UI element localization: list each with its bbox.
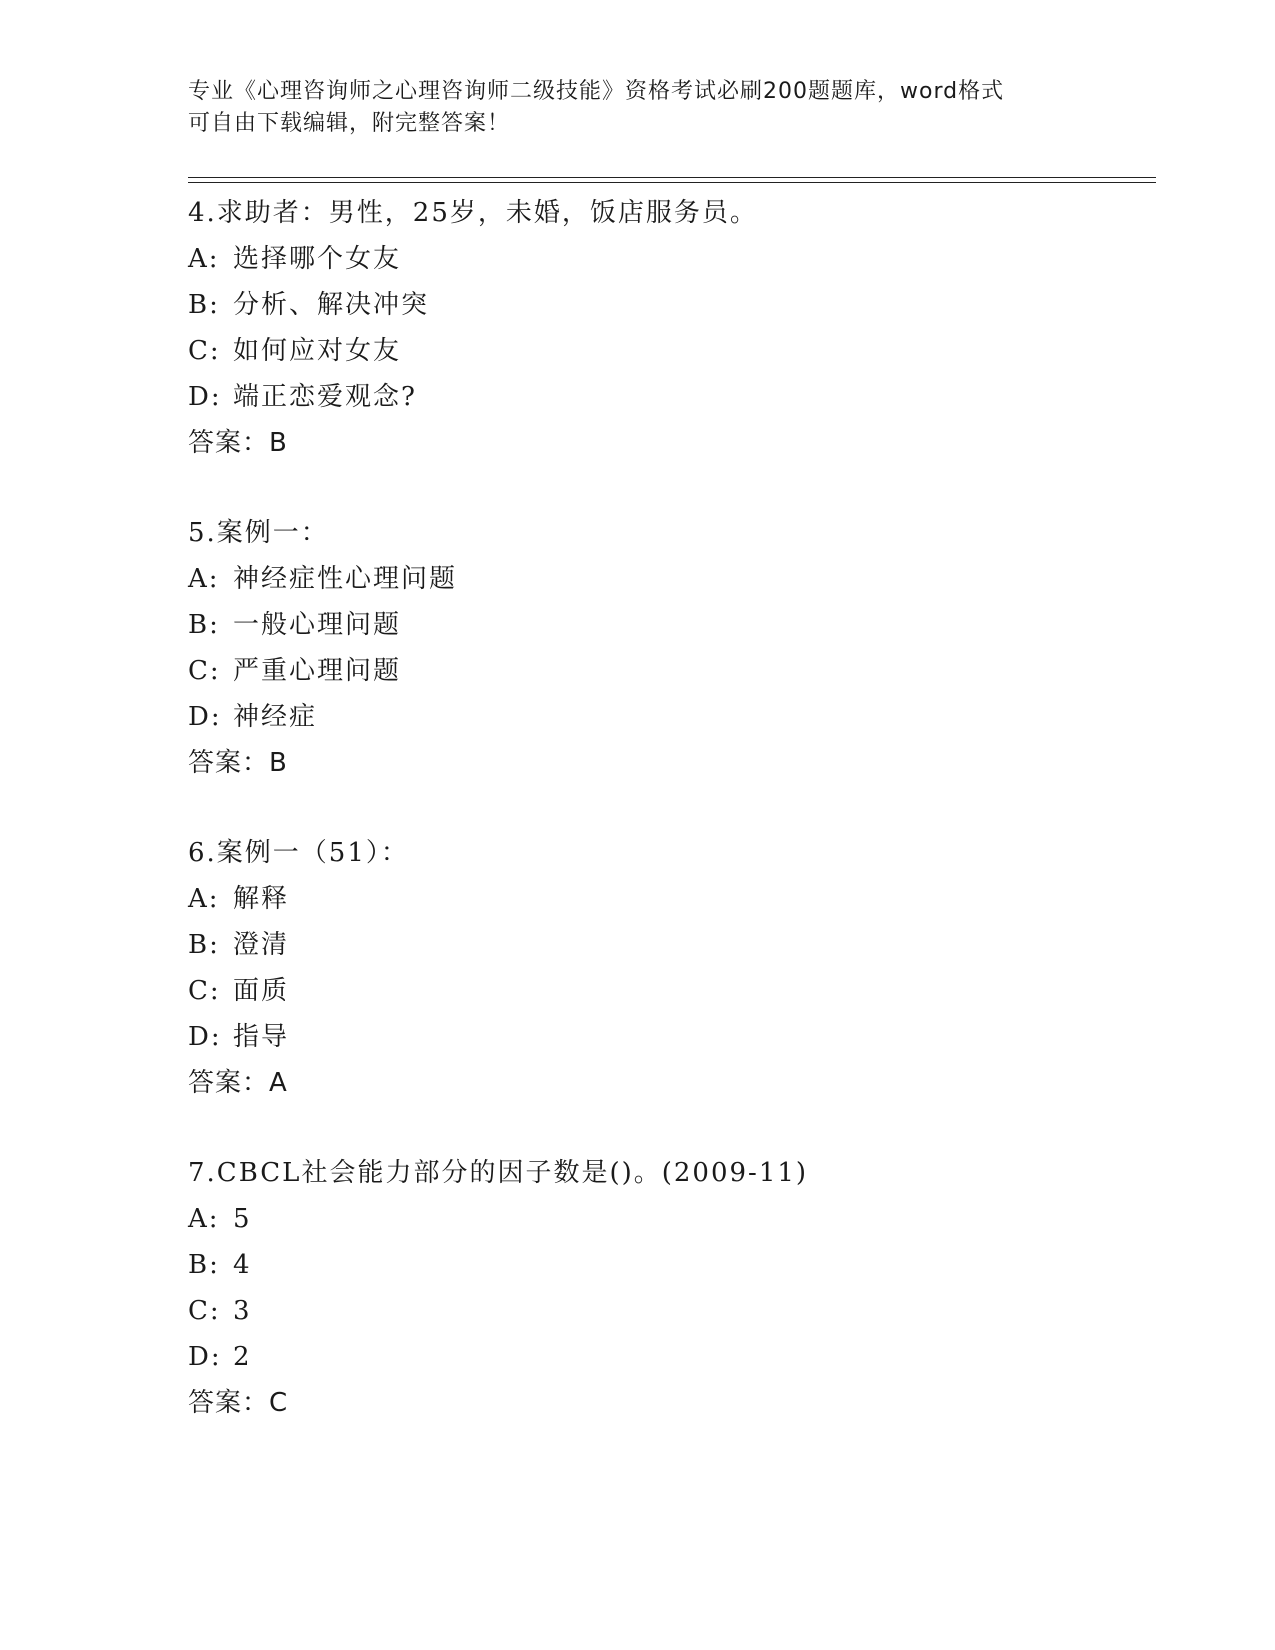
option-d xyxy=(188,374,1156,420)
option-b xyxy=(188,282,1156,328)
option-b xyxy=(188,922,1156,968)
document-header xyxy=(188,76,1088,140)
option-text: 选择哪个女友 xyxy=(233,244,402,274)
option-text: 指导 xyxy=(233,1022,290,1052)
question-stem: 7.CBCL社会能力部分的因子数是()。(2009-11) xyxy=(188,1158,809,1188)
option-a xyxy=(188,1196,1156,1242)
option-text: 端正恋爱观念? xyxy=(233,382,417,412)
option-text: 解释 xyxy=(233,884,290,914)
header-title-line-1: 专业《心理咨询师之心理咨询师二级技能》资格考试必刷200题题库，word格式 xyxy=(188,79,1005,104)
option-c xyxy=(188,968,1156,1014)
option-letter: D: xyxy=(188,702,222,732)
question-4 xyxy=(188,190,1156,466)
option-letter: C: xyxy=(188,1296,221,1326)
answer-line: 答案：B xyxy=(188,428,288,458)
option-letter: B: xyxy=(188,290,220,320)
question-stem: 6.案例一（51）： xyxy=(188,838,409,868)
option-letter: C: xyxy=(188,656,221,686)
option-letter: D: xyxy=(188,382,222,412)
option-letter: B: xyxy=(188,610,220,640)
question-7 xyxy=(188,1150,1156,1426)
option-text: 如何应对女友 xyxy=(233,336,402,366)
option-text: 神经症 xyxy=(233,702,318,732)
option-b xyxy=(188,1242,1156,1288)
option-d xyxy=(188,694,1156,740)
option-c xyxy=(188,1288,1156,1334)
question-list xyxy=(188,190,1156,1470)
option-letter: B: xyxy=(188,1250,220,1280)
option-text: 神经症性心理问题 xyxy=(233,564,458,594)
option-a xyxy=(188,556,1156,602)
option-letter: A: xyxy=(188,1204,220,1234)
option-d xyxy=(188,1014,1156,1060)
option-letter: A: xyxy=(188,564,220,594)
option-letter: C: xyxy=(188,976,221,1006)
option-c xyxy=(188,328,1156,374)
header-divider-top xyxy=(188,177,1156,178)
option-letter: A: xyxy=(188,884,220,914)
option-letter: D: xyxy=(188,1342,222,1372)
option-d xyxy=(188,1334,1156,1380)
option-letter: D: xyxy=(188,1022,222,1052)
option-letter: B: xyxy=(188,930,220,960)
option-text: 一般心理问题 xyxy=(233,610,402,640)
option-text: 3 xyxy=(233,1296,252,1326)
option-text: 严重心理问题 xyxy=(233,656,402,686)
option-text: 5 xyxy=(233,1204,252,1234)
option-text: 4 xyxy=(233,1250,252,1280)
option-letter: C: xyxy=(188,336,221,366)
question-5 xyxy=(188,510,1156,786)
answer-line: 答案：A xyxy=(188,1068,288,1098)
header-title-line-2: 可自由下载编辑，附完整答案！ xyxy=(188,111,511,136)
header-divider-bottom xyxy=(188,182,1156,183)
option-text: 面质 xyxy=(233,976,290,1006)
option-text: 2 xyxy=(233,1342,252,1372)
question-stem: 4.求助者：男性，25岁，未婚，饭店服务员。 xyxy=(188,198,758,228)
option-b xyxy=(188,602,1156,648)
answer-line: 答案：C xyxy=(188,1388,289,1418)
option-letter: A: xyxy=(188,244,220,274)
option-text: 分析、解决冲突 xyxy=(233,290,430,320)
option-text: 澄清 xyxy=(233,930,290,960)
option-a xyxy=(188,236,1156,282)
answer-line: 答案：B xyxy=(188,748,288,778)
option-c xyxy=(188,648,1156,694)
question-stem: 5.案例一： xyxy=(188,518,329,548)
option-a xyxy=(188,876,1156,922)
question-6 xyxy=(188,830,1156,1106)
